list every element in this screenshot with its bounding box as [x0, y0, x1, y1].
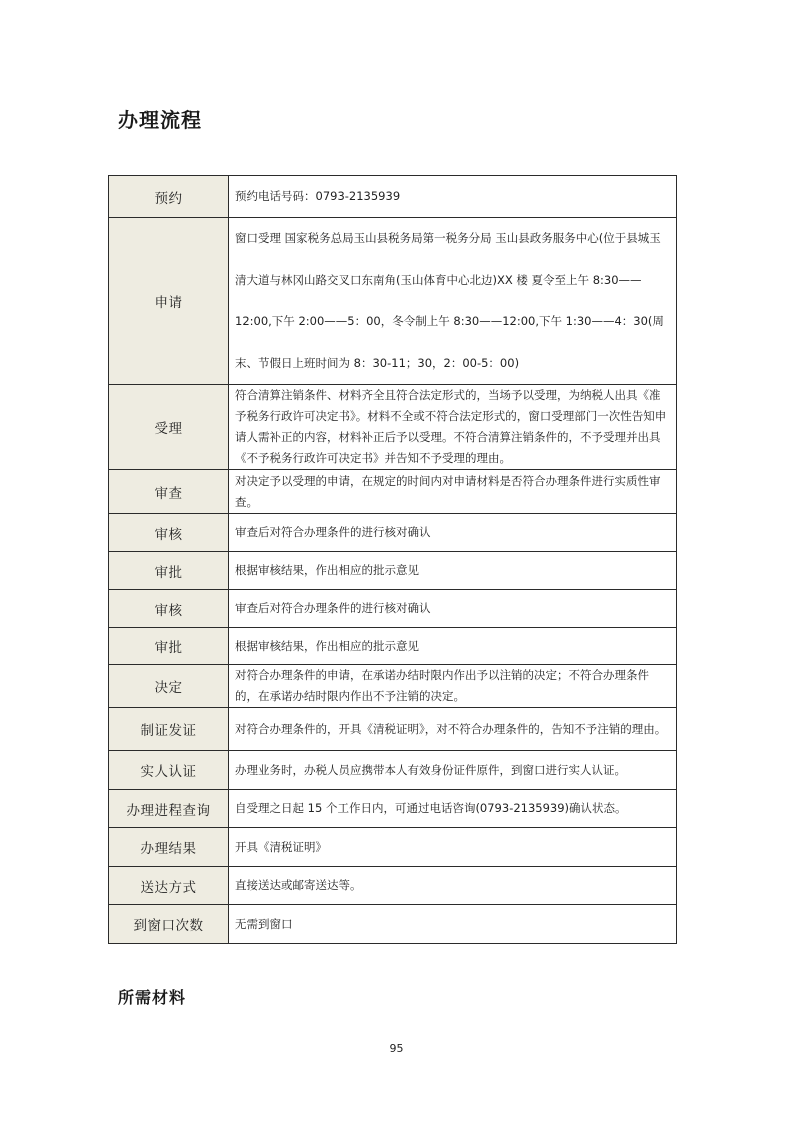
- section-title: 办理流程: [118, 108, 202, 132]
- table-row: [109, 176, 677, 218]
- row-label: 办理进程查询: [109, 790, 229, 828]
- table-row: [109, 590, 677, 628]
- row-label: 审核: [109, 514, 229, 552]
- table-row: [109, 514, 677, 552]
- table-row: [109, 790, 677, 828]
- row-label: 到窗口次数: [109, 905, 229, 944]
- table-row: [109, 905, 677, 944]
- row-value: 对决定予以受理的申请，在规定的时间内对申请材料是否符合办理条件进行实质性审查。: [229, 470, 677, 514]
- table-row: [109, 218, 677, 385]
- table-row: [109, 470, 677, 514]
- row-label: 受理: [109, 385, 229, 470]
- table-row: [109, 628, 677, 665]
- row-value: 符合清算注销条件、材料齐全且符合法定形式的，当场予以受理，为纳税人出具《准予税务行政许可决定书》。材料不全或不符合法定形式的，窗口受理部门一次性告知申请人需补正的内容，材料补正后予以受理。不符合清算注销条件的，不予受理并出具《不予税务行政许可决定书》并告知不予受理的理由。: [229, 385, 677, 470]
- row-label: 申请: [109, 218, 229, 385]
- row-value: 直接送达或邮寄送达等。: [229, 867, 677, 905]
- next-section-title: 所需材料: [118, 988, 187, 1007]
- process-table: [108, 175, 677, 944]
- table-row: [109, 665, 677, 708]
- row-value: 对符合办理条件的，开具《清税证明》，对不符合办理条件的，告知不予注销的理由。: [229, 708, 677, 751]
- row-value: 审查后对符合办理条件的进行核对确认: [229, 514, 677, 552]
- row-label: 决定: [109, 665, 229, 708]
- row-value: 办理业务时，办税人员应携带本人有效身份证件原件，到窗口进行实人认证。: [229, 751, 677, 790]
- table-row: [109, 552, 677, 590]
- row-label: 制证发证: [109, 708, 229, 751]
- row-value: 根据审核结果，作出相应的批示意见: [229, 628, 677, 665]
- row-value: 对符合办理条件的申请，在承诺办结时限内作出予以注销的决定；不符合办理条件的，在承诺办结时限内作出不予注销的决定。: [229, 665, 677, 708]
- row-value: 开具《清税证明》: [229, 828, 677, 867]
- row-label: 审批: [109, 628, 229, 665]
- page-number: 95: [389, 1042, 404, 1055]
- table-row: [109, 751, 677, 790]
- row-label: 审核: [109, 590, 229, 628]
- row-label: 审批: [109, 552, 229, 590]
- row-value: 自受理之日起 15 个工作日内，可通过电话咨询(0793-2135939)确认状态。: [229, 790, 677, 828]
- row-label: 审查: [109, 470, 229, 514]
- row-label: 送达方式: [109, 867, 229, 905]
- row-label: 预约: [109, 176, 229, 218]
- table-row: [109, 828, 677, 867]
- row-value: 无需到窗口: [229, 905, 677, 944]
- row-value: 根据审核结果，作出相应的批示意见: [229, 552, 677, 590]
- row-label: 办理结果: [109, 828, 229, 867]
- table-row: [109, 385, 677, 470]
- row-label: 实人认证: [109, 751, 229, 790]
- row-value: 窗口受理 国家税务总局玉山县税务局第一税务分局 玉山县政务服务中心(位于县城玉清大道与林冈山路交叉口东南角(玉山体育中心北边)XX 楼 夏令至上午 8:30——12:00,下午 2:00——5：00，冬令制上午 8:30——12:00,下午 1:30——4：30(周末、节假日上班时间为 8：30-11；30，2：00-5：00): [229, 218, 677, 385]
- table-row: [109, 867, 677, 905]
- table-row: [109, 708, 677, 751]
- row-value: 审查后对符合办理条件的进行核对确认: [229, 590, 677, 628]
- row-value: 预约电话号码：0793-2135939: [229, 176, 677, 218]
